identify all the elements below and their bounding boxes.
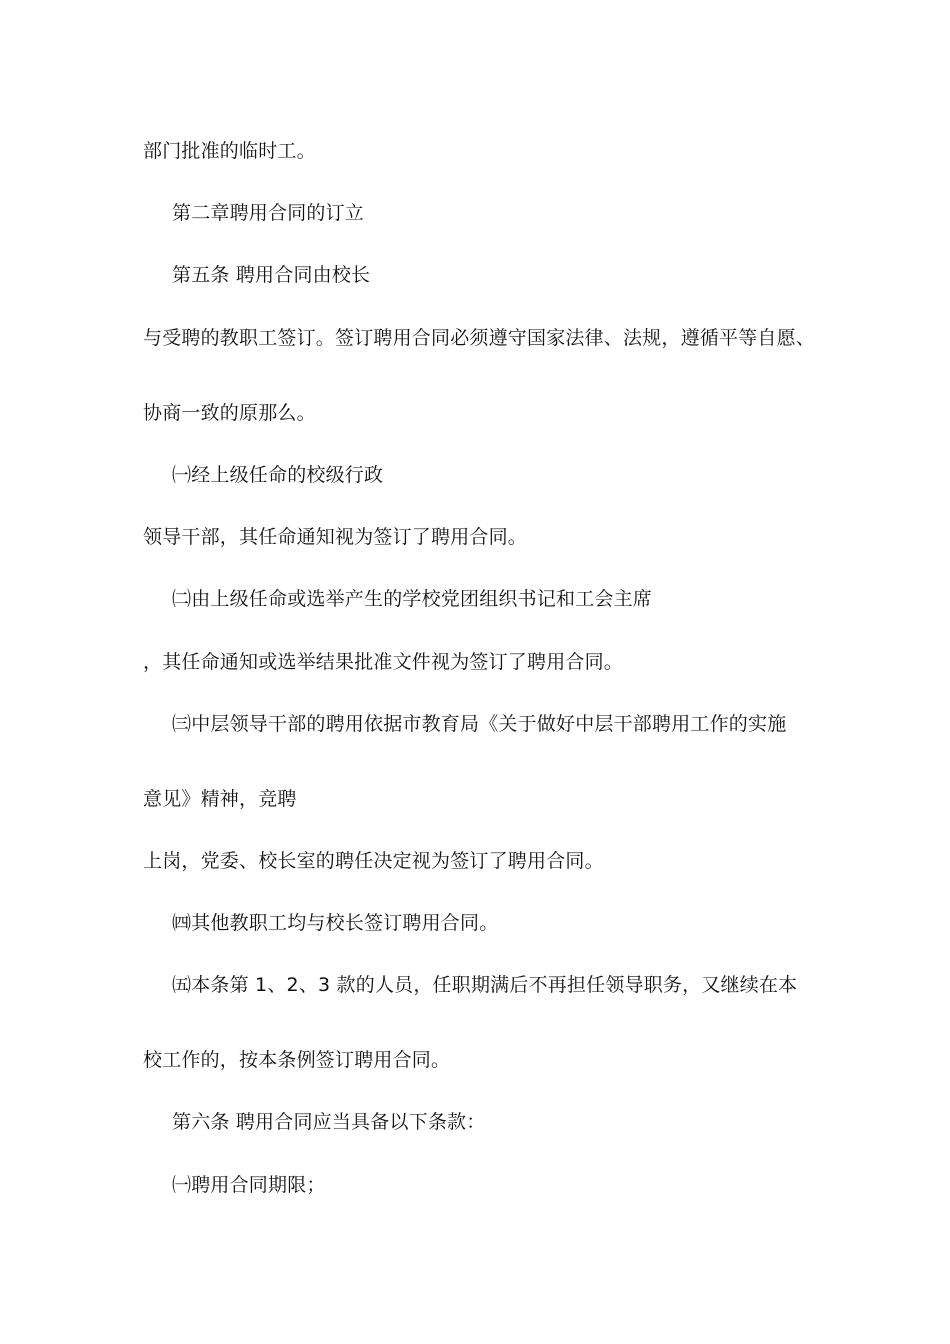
text-line: ，其任命通知或选举结果批准文件视为签订了聘用合同。 (143, 651, 624, 673)
list-item: ㈣其他教职工均与校长签订聘用合同。 (172, 912, 499, 934)
list-item: ㈠经上级任命的校级行政 (172, 464, 384, 486)
article-heading: 第五条 聘用合同由校长 (172, 264, 371, 286)
text-line: 部门批准的临时工。 (143, 140, 316, 162)
text-line: 意见》精神，竞聘 (143, 788, 297, 810)
text-line: 校工作的，按本条例签订聘用合同。 (143, 1049, 451, 1071)
list-item: ㈠聘用合同期限； (172, 1174, 326, 1196)
chapter-heading: 第二章聘用合同的订立 (172, 202, 365, 224)
text-line: 上岗，党委、校长室的聘任决定视为签订了聘用合同。 (143, 850, 604, 872)
article-heading: 第六条 聘用合同应当具备以下条款： (172, 1111, 486, 1133)
list-item: ㈤本条第 1、2、3 款的人员，任职期满后不再担任领导职务，又继续在本 (172, 974, 798, 996)
list-item: ㈢中层领导干部的聘用依据市教育局《关于做好中层干部聘用工作的实施 (172, 713, 787, 735)
list-item: ㈡由上级任命或选举产生的学校党团组织书记和工会主席 (172, 588, 653, 610)
text-line: 领导干部，其任命通知视为签订了聘用合同。 (143, 526, 528, 548)
text-line: 与受聘的教职工签订。签订聘用合同必须遵守国家法律、法规，遵循平等自愿、 (143, 327, 816, 349)
text-line: 协商一致的原那么。 (143, 402, 316, 424)
